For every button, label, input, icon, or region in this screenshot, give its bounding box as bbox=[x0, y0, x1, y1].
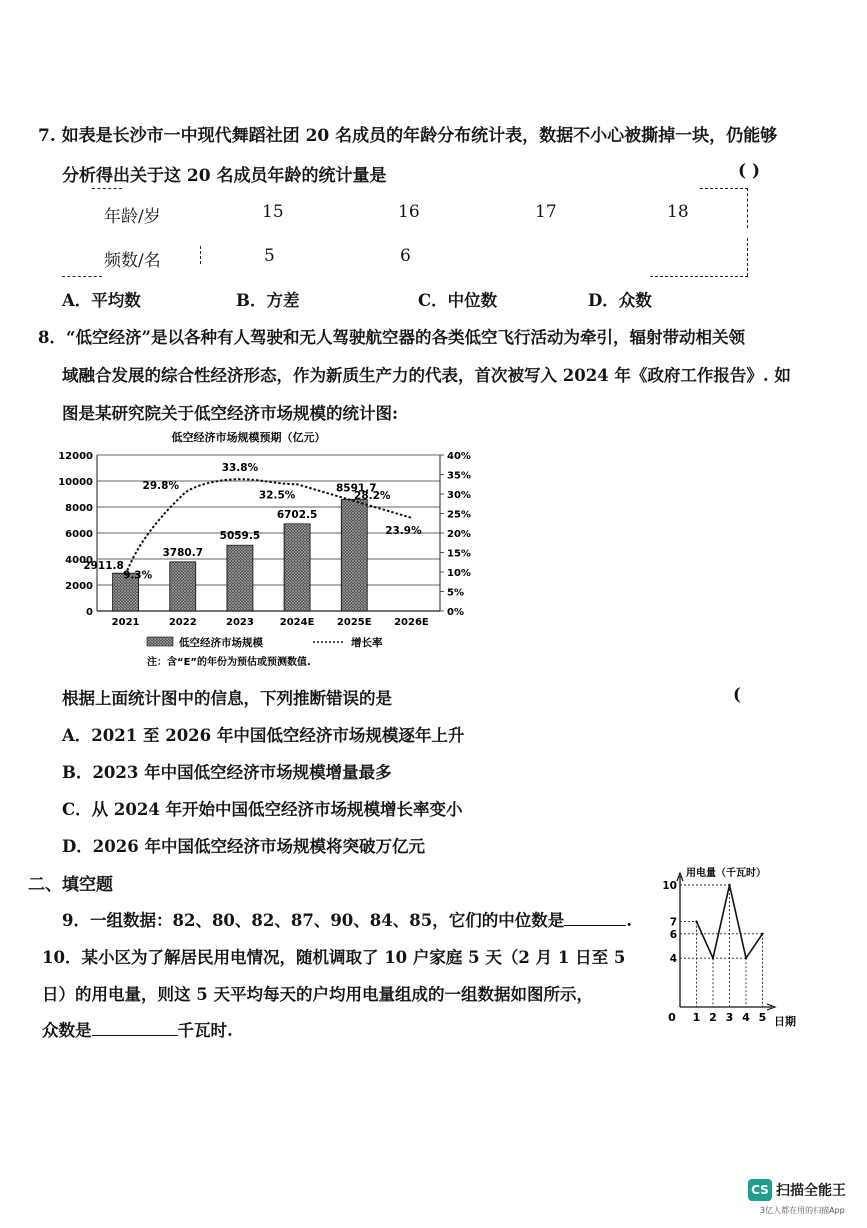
q10-suffix: 千瓦时. bbox=[177, 1021, 233, 1040]
y-tick-label: 7 bbox=[669, 916, 677, 929]
age-cell: 18 bbox=[667, 202, 689, 222]
x-tick-label: 3 bbox=[725, 1011, 734, 1024]
x-tick-label: 2026E bbox=[394, 617, 429, 628]
y-left-tick-label: 12000 bbox=[58, 451, 93, 462]
q10-line1: 10．某小区为了解居民用电情况，随机调取了 10 户家庭 5 天（2 月 1 日至 5 bbox=[42, 948, 626, 967]
bar bbox=[341, 499, 367, 611]
y-left-tick-label: 8000 bbox=[65, 503, 93, 514]
x-axis-label: 日期 bbox=[774, 1015, 796, 1028]
q10-answer-blank[interactable] bbox=[92, 1035, 178, 1036]
watermark-tagline: 3亿人都在用的扫描App bbox=[760, 1206, 845, 1215]
q10-line2: 日）的用电量，则这 5 天平均每天的户均用电量组成的一组数据如图所示， bbox=[42, 985, 593, 1004]
q8-line3: 图是某研究院关于低空经济市场规模的统计图: bbox=[62, 404, 399, 423]
bar bbox=[170, 562, 196, 611]
legend-line-label: 增长率 bbox=[351, 637, 383, 649]
y-right-tick-label: 35% bbox=[447, 470, 471, 482]
q8-line2: 域融合发展的综合性经济形态，作为新质生产力的代表，首次被写入 2024 年《政府工作报告》. 如 bbox=[62, 366, 791, 385]
y-right-tick-label: 0% bbox=[447, 607, 464, 618]
q8-option-d: D．2026 年中国低空经济市场规模将突破万亿元 bbox=[62, 837, 425, 856]
growth-label: 9.3% bbox=[123, 569, 153, 582]
row-label-age: 年龄/岁 bbox=[104, 207, 161, 227]
x-tick-label: 0 bbox=[668, 1011, 676, 1024]
q7-option-a: A．平均数 bbox=[62, 291, 141, 310]
q10-line3 bbox=[42, 1017, 233, 1041]
bar bbox=[284, 524, 310, 611]
y-axis-label: 用电量（千瓦时） bbox=[686, 868, 766, 879]
growth-label: 32.5% bbox=[258, 489, 296, 502]
q7-paren: ( ) bbox=[738, 161, 761, 181]
usage-point bbox=[712, 957, 714, 959]
q8-question: 根据上面统计图中的信息，下列推断错误的是 bbox=[62, 689, 392, 708]
q9-answer-blank[interactable] bbox=[564, 925, 626, 926]
q9-question bbox=[62, 907, 632, 931]
x-tick-label: 2024E bbox=[279, 617, 315, 628]
row-label-freq: 频数/名 bbox=[104, 251, 161, 271]
q8-line1: 8．“低空经济”是以各种有人驾驶和无人驾驶航空器的各类低空飞行活动为牵引，辐射带动相关领 bbox=[38, 328, 745, 347]
q8-paren: ( bbox=[733, 685, 741, 704]
y-tick-label: 10 bbox=[662, 880, 677, 892]
x-tick-label: 2 bbox=[709, 1011, 717, 1024]
q7-line2: 分析得出关于这 20 名成员年龄的统计量是 bbox=[62, 166, 387, 186]
y-tick-label: 4 bbox=[669, 953, 677, 966]
y-left-tick-label: 10000 bbox=[58, 477, 93, 488]
usage-point bbox=[761, 933, 763, 935]
y-right-tick-label: 5% bbox=[447, 587, 464, 599]
y-left-tick-label: 0 bbox=[86, 607, 93, 618]
x-tick-label: 5 bbox=[758, 1011, 767, 1024]
growth-label: 29.8% bbox=[142, 479, 179, 492]
q7-option-b: B．方差 bbox=[236, 291, 300, 310]
chart-note: 注：含“E”的年份为预估或预测数值. bbox=[147, 657, 311, 668]
growth-label: 28.2% bbox=[354, 490, 391, 503]
x-tick-label: 2023 bbox=[225, 617, 254, 628]
q8-option-a: A．2021 至 2026 年中国低空经济市场规模逐年上升 bbox=[62, 726, 465, 745]
q7-option-c: C．中位数 bbox=[418, 291, 498, 310]
usage-point bbox=[728, 884, 730, 886]
y-left-tick-label: 4000 bbox=[65, 555, 93, 566]
freq-cell: 6 bbox=[400, 246, 411, 266]
usage-point bbox=[745, 957, 747, 959]
age-cell: 15 bbox=[262, 202, 284, 222]
age-cell: 17 bbox=[535, 202, 557, 222]
q7-line1: 7. 如表是长沙市一中现代舞蹈社团 20 名成员的年龄分布统计表，数据不小心被撕掉一块，仍能够 bbox=[38, 126, 778, 146]
y-right-tick-label: 10% bbox=[447, 568, 471, 579]
y-left-tick-label: 6000 bbox=[65, 529, 93, 540]
camscanner-logo-icon: CS bbox=[748, 1179, 772, 1201]
y-right-tick-label: 25% bbox=[447, 509, 471, 521]
q9-text: 9．一组数据：82、80、82、87、90、84、85，它们的中位数是 bbox=[62, 911, 565, 930]
bar-value-label: 6702.5 bbox=[276, 508, 318, 521]
freq-cell: 5 bbox=[264, 246, 275, 266]
bar-value-label: 3780.7 bbox=[162, 546, 204, 559]
x-tick-label: 2022 bbox=[168, 617, 197, 628]
q8-option-b: B．2023 年中国低空经济市场规模增量最多 bbox=[62, 763, 392, 782]
age-cell: 16 bbox=[398, 202, 420, 222]
q7-option-d: D．众数 bbox=[588, 291, 652, 310]
electricity-chart bbox=[662, 862, 802, 1032]
x-tick-label: 4 bbox=[742, 1011, 750, 1024]
y-right-tick-label: 30% bbox=[447, 490, 471, 501]
x-tick-label: 2025E bbox=[336, 617, 372, 628]
y-right-tick-label: 20% bbox=[447, 529, 471, 540]
q9-end: . bbox=[626, 911, 632, 930]
market-size-chart bbox=[55, 425, 485, 675]
q8-option-c: C．从 2024 年开始中国低空经济市场规模增长率变小 bbox=[62, 800, 463, 819]
bar bbox=[227, 545, 253, 611]
x-tick-label: 1 bbox=[692, 1011, 701, 1024]
growth-label: 23.9% bbox=[385, 524, 422, 537]
bar-value-label: 2911.8 bbox=[83, 560, 124, 573]
x-tick-label: 2021 bbox=[111, 617, 140, 628]
bar-value-label: 5059.5 bbox=[219, 530, 261, 543]
y-right-tick-label: 15% bbox=[447, 548, 471, 560]
legend-bar-label: 低空经济市场规模 bbox=[179, 637, 263, 649]
growth-label: 33.8% bbox=[221, 462, 259, 475]
y-left-tick-label: 2000 bbox=[65, 581, 93, 592]
y-right-tick-label: 40% bbox=[447, 451, 471, 462]
bar-value-label: 8591.7 bbox=[335, 482, 377, 495]
chart-title: 低空经济市场规模预期（亿元） bbox=[171, 431, 326, 444]
watermark-name: 扫描全能王 bbox=[776, 1183, 846, 1199]
y-tick-label: 6 bbox=[669, 928, 677, 941]
legend-bar-swatch bbox=[147, 637, 173, 646]
usage-point bbox=[695, 920, 697, 922]
q10-prefix: 众数是 bbox=[42, 1021, 92, 1040]
section-title: 二、填空题 bbox=[28, 875, 113, 895]
